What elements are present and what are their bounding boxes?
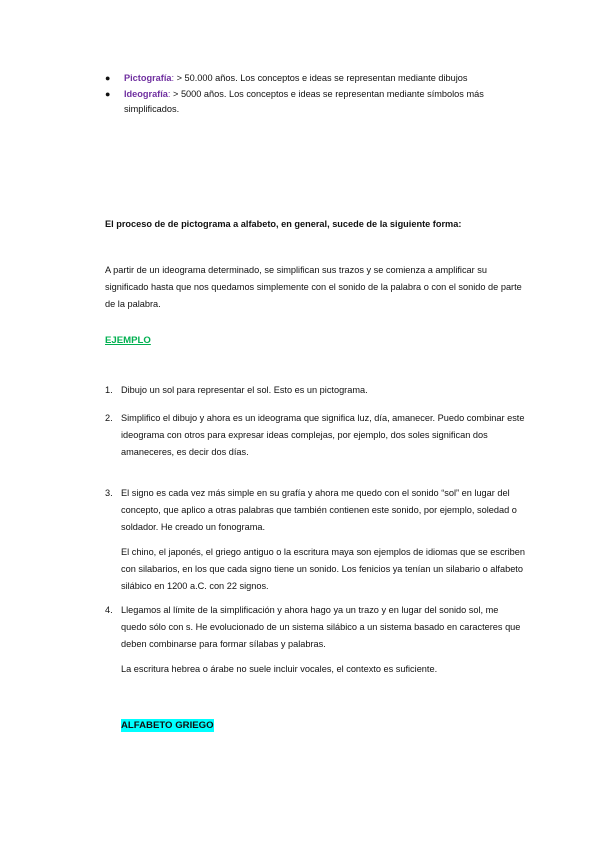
intro-paragraph: A partir de un ideograma determinado, se simplifican sus trazos y se comienza a amplificar su significado hasta que nos quedamos simplemente con el sonido de la palabra o con el sonido de parte de la palabra. <box>105 265 522 309</box>
bullet-term: Ideografía <box>124 89 168 99</box>
example-heading: EJEMPLO <box>105 335 151 346</box>
list-item-3 <box>105 485 525 536</box>
bullet-icon: ● <box>105 89 111 99</box>
list-text: Dibujo un sol para representar el sol. Esto es un pictograma. <box>121 385 368 395</box>
list-text: Simplifico el dibujo y ahora es un ideograma que significa luz, día, amanecer. Puedo combinar este ideograma con otros para expresar ideas complejas, por ejemplo, dos soles significan dos amaneceres, es decir dos días. <box>121 413 525 457</box>
intro-heading: El proceso de de pictograma a alfabeto, en general, sucede de la siguiente forma: <box>105 219 462 229</box>
list-number: 2. <box>105 413 113 423</box>
list-text: Llegamos al límite de la simplificación y ahora hago ya un trazo y en lugar del sonido sol, me quedo sólo con s. He evolucionado de un sistema silábico a un sistema basado en caracteres que deben combinarse para formar sílabas y palabras. <box>121 605 521 649</box>
list-text: El signo es cada vez más simple en su grafía y ahora me quedo con el sonido “sol” en lugar del concepto, que aplico a otras palabras que también contienen este sonido, por ejemplo, soledad o soldador. He creado un fonograma. <box>121 488 517 532</box>
list-number: 4. <box>105 605 113 615</box>
bullet-text: > 5000 años. Los conceptos e ideas se representan mediante símbolos más simplificados. <box>124 89 484 114</box>
bullet-item-ideografia: ● Ideografía: > 5000 años. Los conceptos e ideas se representan mediante símbolos más simplificados. <box>105 89 484 114</box>
list-number: 1. <box>105 385 113 395</box>
bullet-term: Pictografía <box>124 73 172 83</box>
list-item-3-note: El chino, el japonés, el griego antiguo o la escritura maya son ejemplos de idiomas que se escriben con silabarios, en los que cada signo tiene un sonido. Los fenicios ya tenían un silabario o alfabeto silábico en 1200 a.C. con 22 signos. <box>121 547 525 591</box>
list-number: 3. <box>105 488 113 498</box>
list-item-4 <box>105 602 525 653</box>
bullet-item-pictografia: ● Pictografía: > 50.000 años. Los conceptos e ideas se representan mediante dibujos <box>105 71 525 86</box>
list-item-4-note: La escritura hebrea o árabe no suele incluir vocales, el contexto es suficiente. <box>121 664 438 674</box>
list-item-1 <box>105 382 525 399</box>
list-item-2 <box>105 410 525 461</box>
bullet-text: > 50.000 años. Los conceptos e ideas se representan mediante dibujos <box>174 73 468 83</box>
bullet-icon: ● <box>105 73 111 83</box>
greek-alphabet-heading: ALFABETO GRIEGO <box>121 720 214 731</box>
